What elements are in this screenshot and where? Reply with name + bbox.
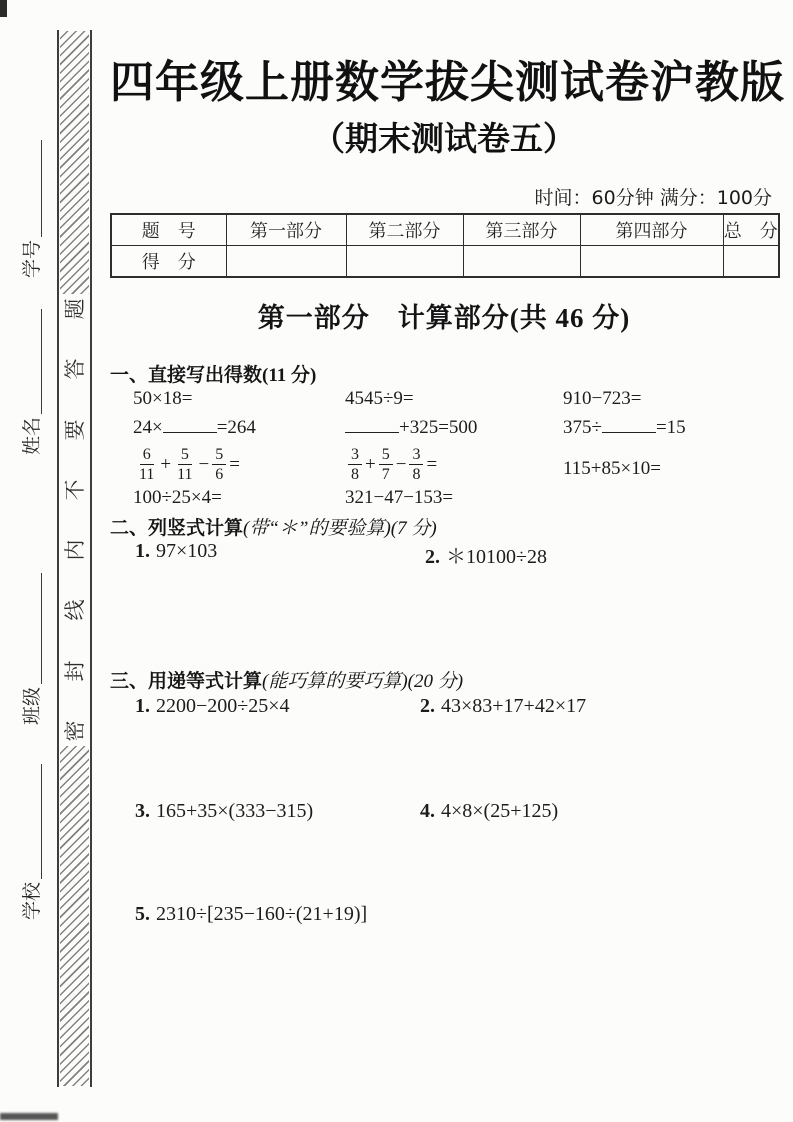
seal-text-char: 内: [62, 539, 87, 561]
numerator: 5: [379, 446, 393, 465]
score-table-cell-part1: 第一部分: [226, 214, 346, 246]
problem-s3-3: [135, 800, 313, 823]
problem-s3-2: [420, 695, 586, 718]
seal-text-char: 题: [62, 298, 87, 320]
problem-number: 2.: [425, 546, 440, 568]
fraction-equation: [133, 446, 240, 485]
seal-text-char: 答: [62, 358, 87, 380]
problem-number: 3.: [135, 800, 150, 822]
score-row-label: 得 分: [111, 246, 226, 278]
test-paper-main: [110, 0, 785, 1122]
score-empty-cell: [463, 246, 580, 278]
equation: 100÷25×4=: [133, 487, 222, 508]
numerator: 5: [212, 446, 226, 465]
school-blank-line: [41, 764, 42, 879]
problem-expression: ＊10100÷28: [446, 546, 547, 568]
fraction: [212, 446, 226, 485]
score-empty-cell: [723, 246, 779, 278]
operator: +: [365, 454, 376, 476]
section2-title: [110, 513, 437, 540]
equation-with-blank: [563, 417, 686, 439]
equation-with-blank: [133, 417, 256, 439]
equation-with-blank: [345, 417, 477, 439]
section2-title-main: 二、列竖式计算: [110, 518, 244, 539]
seal-text-char: 封: [62, 660, 87, 682]
section3-title-note: (能巧算的要巧算)(20 分): [262, 671, 464, 692]
problem-number: 2.: [420, 695, 435, 717]
answer-blank: [602, 418, 656, 433]
problem-s3-1: [135, 695, 290, 718]
oral-calc-row-2: [110, 417, 778, 441]
numerator: 6: [140, 446, 154, 465]
class-label: 班级: [22, 686, 43, 725]
seal-text-char: 要: [62, 419, 87, 441]
fraction: [136, 446, 157, 485]
seal-band-hatch-top: [60, 31, 89, 294]
name-label: 姓名: [22, 416, 43, 455]
name-blank-line: [41, 309, 42, 414]
equation: 4545÷9=: [345, 388, 414, 409]
problem-s2-1: [135, 540, 217, 563]
seal-band-hatch-bottom: [60, 746, 89, 1086]
page-subtitle: （期末测试卷五）: [312, 119, 576, 158]
equation-text: 375÷: [563, 417, 602, 438]
numerator: 3: [409, 446, 423, 465]
denominator: 11: [177, 466, 193, 484]
margin-field-class: [17, 573, 47, 725]
section3-title: [110, 666, 463, 693]
score-table-cell-part2: 第二部分: [346, 214, 463, 246]
score-empty-cell: [226, 246, 346, 278]
denominator: 8: [351, 466, 359, 484]
equation-text: +325=500: [399, 417, 478, 438]
score-table-header-row: [111, 214, 779, 246]
oral-calc-row-1: [110, 388, 778, 412]
answer-blank: [163, 418, 217, 433]
score-empty-cell: [580, 246, 723, 278]
equation: 910−723=: [563, 388, 642, 409]
problem-s2-2: [425, 540, 547, 569]
score-empty-cell: [346, 246, 463, 278]
part1-heading: 第一部分 计算部分(共 46 分): [257, 303, 631, 333]
problem-expression: 2200−200÷25×4: [156, 695, 290, 717]
equation: 50×18=: [133, 388, 193, 409]
problem-expression: 97×103: [156, 540, 218, 562]
margin-field-school: [17, 764, 47, 920]
seal-text-char: 不: [62, 479, 87, 501]
equation-text: 24×: [133, 417, 163, 438]
problem-s3-4: [420, 800, 558, 823]
score-table-score-row: [111, 246, 779, 278]
time-and-score-info: 时间：60分钟 满分：100分: [534, 187, 772, 209]
equation: 321−47−153=: [345, 487, 454, 508]
score-table-cell-part3: 第三部分: [463, 214, 580, 246]
problem-expression: 165+35×(333−315): [156, 800, 314, 822]
problem-number: 1.: [135, 695, 150, 717]
problem-number: 1.: [135, 540, 150, 562]
score-table: [110, 213, 780, 278]
problem-s3-5: [135, 903, 367, 926]
score-table-cell-part4: 第四部分: [580, 214, 723, 246]
denominator: 11: [139, 466, 155, 484]
problem-expression: 43×83+17+42×17: [441, 695, 587, 717]
problem-number: 4.: [420, 800, 435, 822]
scan-artifact-bottom-left: [0, 1113, 58, 1120]
operator: +: [160, 454, 172, 476]
score-table-cell-question-no: 题 号: [111, 214, 226, 246]
denominator: 8: [412, 466, 421, 484]
class-blank-line: [41, 573, 42, 684]
school-label: 学校: [22, 881, 43, 920]
problem-number: 5.: [135, 903, 150, 925]
numerator: 3: [348, 446, 362, 465]
problem-expression: 2310÷[235−160÷(21+19)]: [156, 903, 368, 925]
fraction: [174, 446, 195, 485]
equals-sign: =: [229, 454, 240, 476]
equation-text: =264: [216, 417, 256, 438]
section3-title-main: 三、用递等式计算: [110, 671, 263, 692]
operator: −: [198, 454, 210, 476]
fraction: [409, 446, 423, 485]
seal-text-char: 线: [62, 599, 87, 621]
score-table-cell-total: 总 分: [723, 214, 779, 246]
scan-artifact-top-left: [0, 0, 7, 17]
margin-field-student-id: [17, 140, 47, 278]
equals-sign: =: [426, 454, 438, 476]
page-title: 四年级上册数学拔尖测试卷沪教版: [110, 57, 785, 108]
oral-calc-row-4: [110, 487, 778, 511]
section1-title: 一、直接写出得数(11 分): [110, 365, 317, 386]
seal-text-char: 密: [62, 720, 87, 742]
denominator: 7: [381, 466, 390, 484]
student-id-label: 学号: [22, 239, 43, 278]
numerator: 5: [178, 446, 192, 465]
fraction-equation: [345, 446, 437, 485]
answer-blank: [345, 418, 399, 433]
fraction: [379, 446, 393, 485]
operator: −: [395, 454, 407, 476]
equation: 115+85×10=: [563, 458, 661, 479]
section2-title-note: (带“＊”的要验算)(7 分): [243, 518, 437, 539]
denominator: 6: [215, 466, 224, 484]
seal-warning-text: [57, 297, 92, 743]
problem-expression: 4×8×(25+125): [441, 800, 559, 822]
margin-field-name: [17, 309, 47, 455]
student-id-blank-line: [41, 140, 42, 237]
fraction: [348, 446, 362, 485]
equation-text: =15: [655, 417, 686, 438]
